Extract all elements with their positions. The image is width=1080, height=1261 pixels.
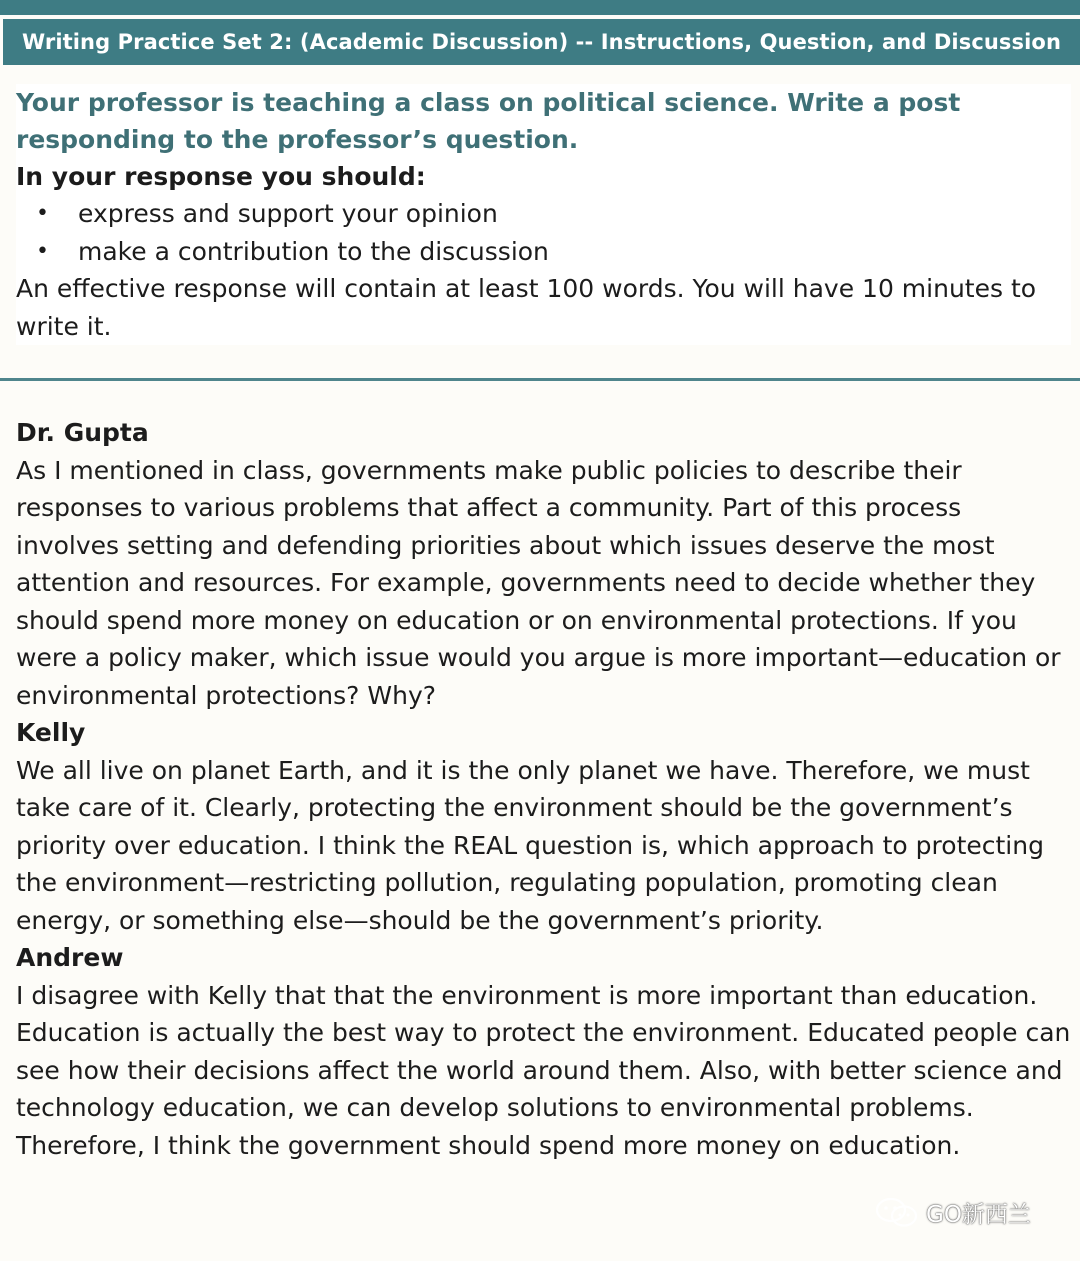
list-item bbox=[16, 195, 1071, 233]
list-item-text: express and support your opinion bbox=[78, 199, 498, 228]
speaker-name: Dr. Gupta bbox=[16, 418, 149, 447]
professor-post: As I mentioned in class, governments make public policies to describe their responses to various problems that affect a community. Part of this process involves setting and defending priorities about which issues deserve the most attention and resources. For example, governments need to decide whether they should spend more money on education or on environmental protections. If you were a policy maker, which issue would you argue is more important—education or environmental protections? Why? bbox=[16, 455, 1061, 710]
word-count-note: An effective response will contain at least 100 words. You will have 10 minutes to write it. bbox=[16, 274, 1037, 341]
wechat-icon bbox=[874, 1197, 920, 1229]
requirements-list bbox=[16, 195, 1071, 270]
list-item-text: make a contribution to the discussion bbox=[78, 236, 549, 266]
prompt-text: Your professor is teaching a class on political science. Write a post responding to the professor’s question. bbox=[16, 88, 961, 154]
watermark-text: GO新西兰 bbox=[926, 1202, 1031, 1228]
watermark bbox=[874, 1196, 1031, 1229]
discussion-section bbox=[16, 414, 1071, 1164]
speaker-name: Kelly bbox=[16, 718, 86, 747]
response-heading: In your response you should: bbox=[16, 162, 426, 191]
bullet-icon: • bbox=[36, 201, 49, 226]
speaker-name: Andrew bbox=[16, 943, 124, 972]
bullet-icon: • bbox=[36, 238, 49, 264]
top-accent-bar bbox=[0, 0, 1080, 15]
section-divider bbox=[0, 378, 1080, 381]
instructions-section bbox=[16, 84, 1071, 345]
page-title: Writing Practice Set 2: (Academic Discussion) -- Instructions, Question, and Discussion bbox=[3, 19, 1080, 65]
student-post: I disagree with Kelly that that the environment is more important than education. Education is actually the best way to protect the environment. Educated people can see how their decisions affect the world around them. Also, with better science and technology education, we can develop solutions to environmental problems. Therefore, I think the government should spend more money on education. bbox=[16, 980, 1071, 1160]
list-item bbox=[16, 233, 1071, 271]
student-post: We all live on planet Earth, and it is the only planet we have. Therefore, we must take care of it. Clearly, protecting the environment should be the government’s priority over education. I think the REAL question is, which approach to protecting the environment—restricting pollution, regulating population, promoting clean energy, or something else—should be the government’s priority. bbox=[16, 755, 1044, 935]
